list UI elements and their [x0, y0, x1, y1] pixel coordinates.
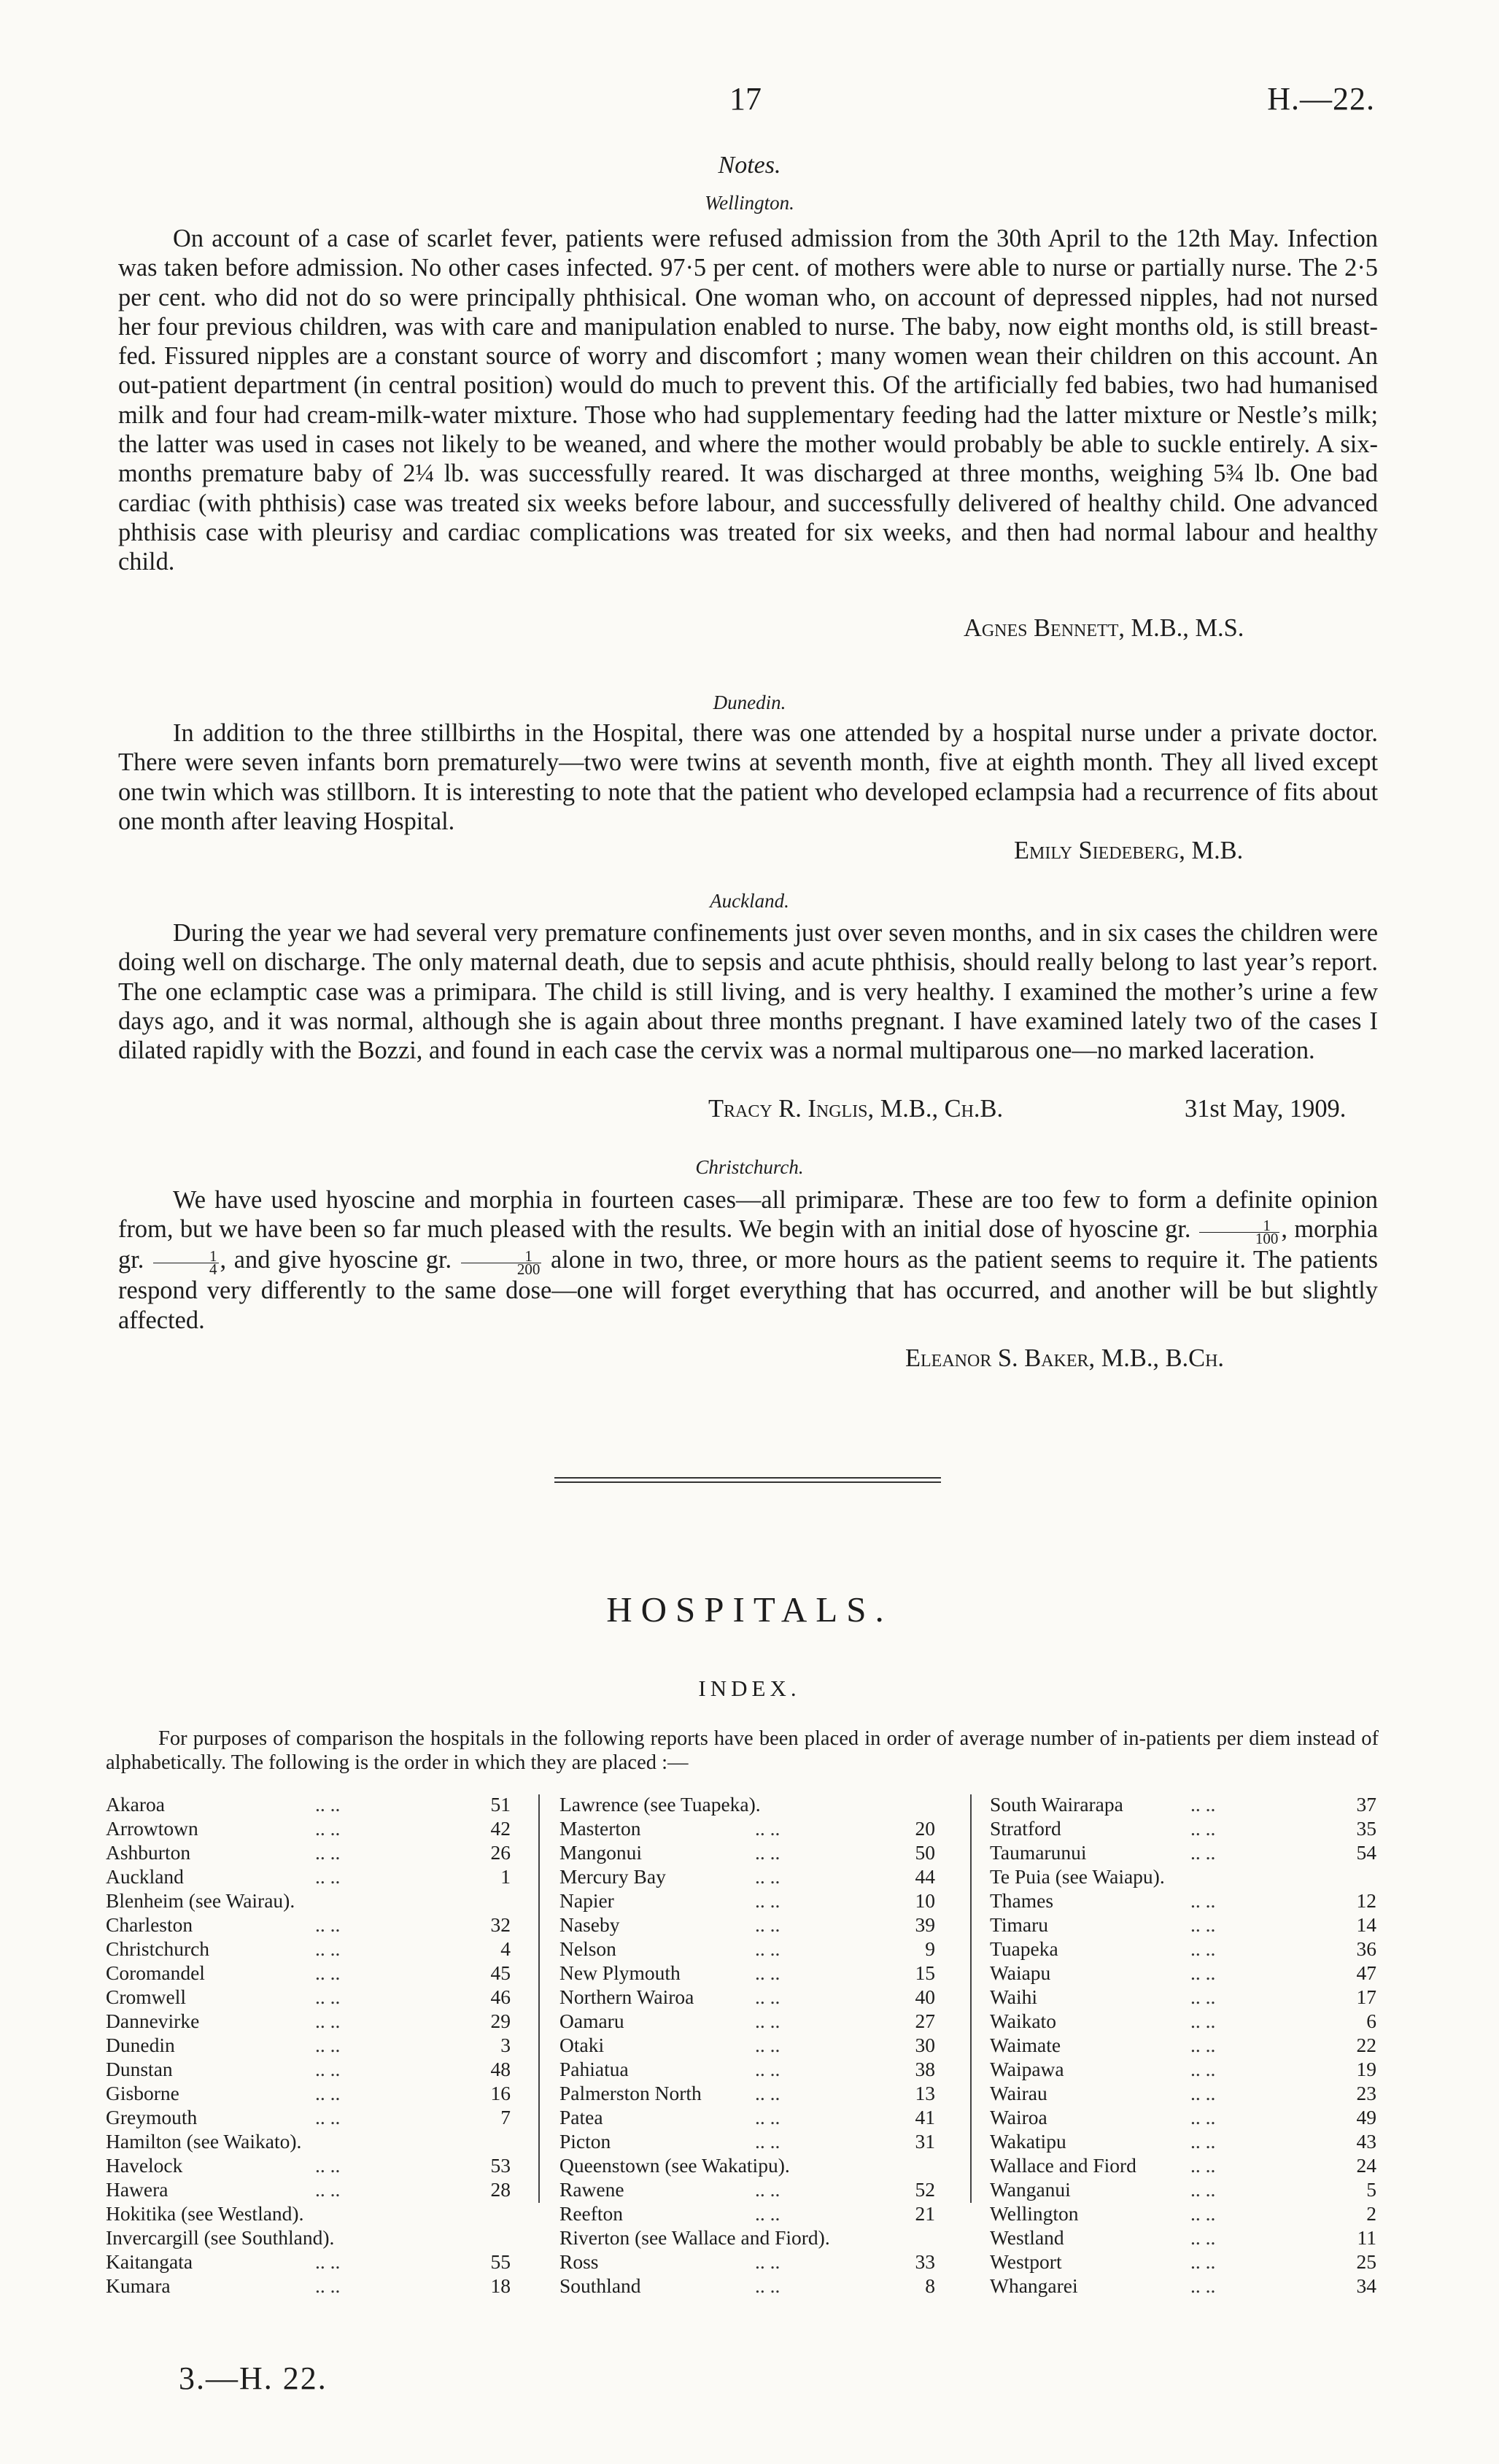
hospital-rank: 15 [915, 1961, 935, 1984]
hospital-rank: 54 [1356, 1841, 1376, 1864]
hospital-name: Taumarunui [990, 1841, 1087, 1864]
leader-dots: .. .. [755, 2082, 781, 2104]
index-entry [990, 2250, 1376, 2274]
index-entry [106, 2177, 511, 2201]
index-entry [559, 2274, 935, 2298]
hospital-rank: 19 [1356, 2058, 1376, 2080]
leader-dots: .. .. [1190, 2226, 1216, 2249]
index-intro [106, 1727, 1379, 1775]
hospital-rank: 13 [915, 2082, 935, 2104]
leader-dots: .. .. [1190, 2106, 1216, 2128]
index-entry [559, 2153, 935, 2177]
leader-dots: .. .. [755, 2034, 781, 2056]
hospital-name: South Wairarapa [990, 1793, 1123, 1816]
hospital-name: Reefton [559, 2202, 624, 2225]
index-entry [106, 1961, 511, 1985]
index-entry [990, 1985, 1376, 2009]
leader-dots: .. .. [1190, 1889, 1216, 1912]
hospital-rank: 53 [490, 2154, 511, 2177]
hospital-name: Whangarei [990, 2274, 1078, 2297]
hospital-name: Ross [559, 2250, 599, 2273]
column-divider [538, 1794, 540, 2203]
christchurch-text-a: We have used hyoscine and morphia in fourteen cases—all primiparæ. These are too few to form a definite opinion from, but we have been so far much pleased with the results. We begin with an initial dose of hyoscine gr. [118, 1186, 1378, 1244]
dunedin-note [118, 718, 1378, 836]
hospital-name: Palmerston North [559, 2082, 702, 2104]
hospital-rank: 27 [915, 2010, 935, 2032]
hospital-rank: 23 [1356, 2082, 1376, 2104]
index-entry [106, 2225, 511, 2250]
leader-dots: .. .. [1190, 2178, 1216, 2201]
wellington-heading: Wellington. [705, 192, 794, 214]
hospital-rank: 24 [1356, 2154, 1376, 2177]
hospital-name: Timaru [990, 1913, 1048, 1936]
hospital-name: Westport [990, 2250, 1062, 2273]
hospital-rank: 55 [490, 2250, 511, 2273]
hospital-rank: 1 [500, 1865, 511, 1888]
hospital-name: Napier [559, 1889, 614, 1912]
hospital-name: Stratford [990, 1817, 1061, 1840]
wellington-note [118, 224, 1378, 577]
hospital-rank: 8 [925, 2274, 935, 2297]
wellington-text: On account of a case of scarlet fever, patients were refused admission from the 30th April to the 12th May. Infection was taken before admission. No other cases infected. 97·5 per cent. of mothers were able to nurse or partially nurse. The 2·5 per cent. who did not do so were principally phthisical. One woman who, on account of depressed nipples, had not nursed her four previous children, was with care and manipulation enabled to nurse. The baby, now eight months old, is still breast-fed. Fissured nipples are a constant source of worry and discomfort ; many women wean their children on this account. An out-patient department (in central position) would do much to prevent this. Of the artificially fed babies, two had humanised milk and four had cream-milk-water mixture. Those who had supplementary feeding had the latter mixture or Nestle’s milk; the latter was used in cases not likely to be weaned, and where the mother would probably be able to suckle entirely. A six-months premature baby of 2¼ lb. was successfully reared. It was discharged at three months, weighing 5¾ lb. One bad cardiac (with phthisis) case was treated six weeks before labour, and successfully delivered of healthy child. One advanced phthisis case with pleurisy and cardiac complications was treated for six weeks, and then had normal labour and healthy child. [118, 225, 1378, 576]
section-divider-top [554, 1477, 941, 1479]
hospital-name: Thames [990, 1889, 1054, 1912]
leader-dots: .. .. [755, 1817, 781, 1840]
hospital-name: Invercargill (see Southland). [106, 2226, 335, 2249]
index-entry [559, 1961, 935, 1985]
leader-dots: .. .. [755, 1889, 781, 1912]
index-entry [559, 2033, 935, 2057]
leader-dots: .. .. [1190, 2058, 1216, 2080]
leader-dots: .. .. [1190, 2154, 1216, 2177]
fraction-hyoscine-repeat: $\frac{1}{200}$ [461, 1250, 542, 1276]
hospital-rank: 6 [1366, 2010, 1376, 2032]
hospital-rank: 38 [915, 2058, 935, 2080]
auckland-text: During the year we had several very premature confinements just over seven months, and in six cases the children were doing well on discharge. The only maternal death, due to sepsis and acute phthisis, should really belong to last year’s report. The one eclamptic case was a primipara. The child is still living, and is very healthy. I examined the mother’s urine a few days ago, and it was normal, although she is again about three months pregnant. I have examined lately two of the cases I dilated rapidly with the Bozzi, and found in each case the cervix was a normal multiparous one—no marked laceration. [118, 919, 1378, 1065]
section-divider-bottom [554, 1481, 941, 1483]
index-entry [990, 2274, 1376, 2298]
hospital-name: Naseby [559, 1913, 620, 1936]
hospital-name: Riverton (see Wallace and Fiord). [559, 2226, 830, 2249]
hospital-name: Waiapu [990, 1961, 1051, 1984]
hospital-name: Gisborne [106, 2082, 179, 2104]
index-entry [990, 2129, 1376, 2153]
hospital-name: Christchurch [106, 1937, 210, 1960]
leader-dots: .. .. [1190, 2274, 1216, 2297]
hospital-name: Kaitangata [106, 2250, 193, 2273]
hospital-name: Waihi [990, 1985, 1037, 2008]
dunedin-heading: Dunedin. [713, 691, 786, 713]
hospital-rank: 4 [500, 1937, 511, 1960]
leader-dots: .. .. [1190, 1985, 1216, 2008]
hospital-name: Lawrence (see Tuapeka). [559, 1793, 761, 1816]
column-divider [970, 1794, 972, 2203]
hospital-rank: 32 [490, 1913, 511, 1936]
hospital-rank: 17 [1356, 1985, 1376, 2008]
hospital-rank: 21 [915, 2202, 935, 2225]
hospital-name: Cromwell [106, 1985, 186, 2008]
hospital-name: Nelson [559, 1937, 616, 1960]
hospital-name: Westland [990, 2226, 1064, 2249]
hospital-rank: 33 [915, 2250, 935, 2273]
hospital-name: Tuapeka [990, 1937, 1058, 1960]
index-entry [106, 2009, 511, 2033]
leader-dots: .. .. [1190, 2202, 1216, 2225]
hospital-name: Mercury Bay [559, 1865, 666, 1888]
index-entry [990, 1937, 1376, 1961]
leader-dots: .. .. [755, 1985, 781, 2008]
hospital-name: Patea [559, 2106, 603, 2128]
hospital-rank: 16 [490, 2082, 511, 2104]
hospital-rank: 48 [490, 2058, 511, 2080]
hospital-rank: 2 [1366, 2202, 1376, 2225]
christchurch-text-b: , morphia gr. [118, 1215, 1379, 1274]
index-column-3 [990, 1792, 1376, 2298]
hospital-name: Arrowtown [106, 1817, 198, 1840]
hospital-name: Dannevirke [106, 2010, 200, 2032]
index-entry [106, 1985, 511, 2009]
hospital-rank: 36 [1356, 1937, 1376, 1960]
hospital-name: Wallace and Fiord [990, 2154, 1136, 2177]
index-entry [990, 2153, 1376, 2177]
index-entry [990, 2081, 1376, 2105]
hospital-name: Te Puia (see Waiapu). [990, 1865, 1165, 1888]
hospital-name: Akaroa [106, 1793, 165, 1816]
hospital-name: Blenheim (see Wairau). [106, 1889, 295, 1912]
leader-dots: .. .. [315, 1913, 341, 1936]
leader-dots: .. .. [755, 2178, 781, 2201]
hospital-rank: 40 [915, 1985, 935, 2008]
hospital-name: Wellington [990, 2202, 1079, 2225]
hospital-name: Mangonui [559, 1841, 643, 1864]
leader-dots: .. .. [755, 1961, 781, 1984]
hospital-name: Wairau [990, 2082, 1047, 2104]
fraction-hyoscine-initial: $\frac{1}{100}$ [1199, 1220, 1280, 1245]
index-entry [990, 1840, 1376, 1864]
hospital-rank: 34 [1356, 2274, 1376, 2297]
index-entry [559, 1888, 935, 1913]
leader-dots: .. .. [755, 2202, 781, 2225]
leader-dots: .. .. [315, 1817, 341, 1840]
christchurch-heading: Christchurch. [695, 1156, 804, 1178]
leader-dots: .. .. [315, 2082, 341, 2104]
hospital-name: Havelock [106, 2154, 183, 2177]
hospital-rank: 47 [1356, 1961, 1376, 1984]
hospital-name: Pahiatua [559, 2058, 629, 2080]
leader-dots: .. .. [1190, 1841, 1216, 1864]
index-entry [559, 2225, 935, 2250]
index-entry [106, 1864, 511, 1888]
index-entry [990, 2177, 1376, 2201]
hospital-name: Picton [559, 2130, 611, 2153]
leader-dots: .. .. [755, 1841, 781, 1864]
hospital-rank: 37 [1356, 1793, 1376, 1816]
index-entry [990, 2201, 1376, 2225]
hospital-name: Queenstown (see Wakatipu). [559, 2154, 790, 2177]
leader-dots: .. .. [315, 2058, 341, 2080]
index-entry [106, 2057, 511, 2081]
index-entry [559, 2009, 935, 2033]
index-column-2 [559, 1792, 935, 2298]
christchurch-text-d: alone in two, three, or more hours as the patient seems to require it. The patients respond very differently to the same dose—one will forget everything that has occurred, and another will be but slightly affected. [118, 1246, 1379, 1334]
hospital-rank: 51 [490, 1793, 511, 1816]
hospital-name: Wairoa [990, 2106, 1047, 2128]
hospital-rank: 29 [490, 2010, 511, 2032]
hospital-rank: 20 [915, 1817, 935, 1840]
hospital-rank: 39 [915, 1913, 935, 1936]
wellington-signature: Agnes Bennett, M.B., M.S. [964, 614, 1244, 642]
leader-dots: .. .. [1190, 2130, 1216, 2153]
index-entry [559, 2105, 935, 2129]
index-entry [106, 2201, 511, 2225]
index-entry [559, 1816, 935, 1840]
index-entry [559, 1937, 935, 1961]
index-entry [106, 1913, 511, 1937]
hospital-rank: 31 [915, 2130, 935, 2153]
index-entry [106, 2274, 511, 2298]
index-entry [990, 1816, 1376, 1840]
christchurch-text-c: , and give hyoscine gr. [220, 1246, 452, 1274]
dunedin-signature: Emily Siedeberg, M.B. [1014, 837, 1244, 864]
index-entry [559, 2250, 935, 2274]
index-entry [559, 1864, 935, 1888]
leader-dots: .. .. [315, 1985, 341, 2008]
index-entry [106, 1888, 511, 1913]
hospital-rank: 43 [1356, 2130, 1376, 2153]
leader-dots: .. .. [315, 2034, 341, 2056]
hospital-name: Coromandel [106, 1961, 205, 1984]
hospital-name: Kumara [106, 2274, 171, 2297]
hospital-rank: 11 [1357, 2226, 1376, 2249]
index-entry [990, 2057, 1376, 2081]
hospital-name: Hamilton (see Waikato). [106, 2130, 302, 2153]
index-entry [106, 1816, 511, 1840]
leader-dots: .. .. [755, 2274, 781, 2297]
hospital-rank: 28 [490, 2178, 511, 2201]
leader-dots: .. .. [1190, 1961, 1216, 1984]
hospital-name: Northern Wairoa [559, 1985, 694, 2008]
hospital-name: Charleston [106, 1913, 193, 1936]
leader-dots: .. .. [315, 1841, 341, 1864]
hospital-rank: 18 [490, 2274, 511, 2297]
index-entry [106, 2033, 511, 2057]
hospital-rank: 12 [1356, 1889, 1376, 1912]
leader-dots: .. .. [315, 1937, 341, 1960]
hospital-name: Dunedin [106, 2034, 175, 2056]
page-number: 17 [729, 81, 762, 117]
leader-dots: .. .. [755, 2250, 781, 2273]
hospital-name: Southland [559, 2274, 641, 2297]
hospital-rank: 42 [490, 1817, 511, 1840]
hospital-rank: 49 [1356, 2106, 1376, 2128]
hospital-rank: 25 [1356, 2250, 1376, 2273]
index-entry [106, 2250, 511, 2274]
index-entry [559, 2129, 935, 2153]
index-entry [559, 2081, 935, 2105]
leader-dots: .. .. [315, 2106, 341, 2128]
auckland-note [118, 918, 1378, 1065]
hospital-rank: 35 [1356, 1817, 1376, 1840]
hospital-rank: 50 [915, 1841, 935, 1864]
leader-dots: .. .. [1190, 1913, 1216, 1936]
auckland-signature: Tracy R. Inglis, M.B., Ch.B. [708, 1095, 1004, 1123]
hospital-rank: 7 [500, 2106, 511, 2128]
hospital-name: Rawene [559, 2178, 624, 2201]
hospital-name: Waipawa [990, 2058, 1064, 2080]
hospital-rank: 26 [490, 1841, 511, 1864]
hospital-name: Masterton [559, 1817, 641, 1840]
hospital-name: Hawera [106, 2178, 169, 2201]
leader-dots: .. .. [315, 2274, 341, 2297]
index-column-1 [106, 1792, 511, 2298]
hospital-name: Wanganui [990, 2178, 1071, 2201]
hospital-rank: 10 [915, 1889, 935, 1912]
index-entry [106, 1840, 511, 1864]
leader-dots: .. .. [1190, 2010, 1216, 2032]
index-entry [106, 1792, 511, 1816]
index-entry [559, 2201, 935, 2225]
index-entry [559, 2177, 935, 2201]
hospital-rank: 45 [490, 1961, 511, 1984]
dunedin-text: In addition to the three stillbirths in the Hospital, there was one attended by a hospital nurse under a private doctor. There were seven infants born prematurely—two were twins at seventh month, five at eighth month. They all lived except one twin which was stillborn. It is interesting to note that the patient who developed eclampsia had a recurrence of fits about one month after leaving Hospital. [118, 719, 1378, 835]
leader-dots: .. .. [315, 2178, 341, 2201]
hospitals-title: HOSPITALS. [606, 1589, 893, 1630]
hospital-name: Oamaru [559, 2010, 624, 2032]
hospital-name: Hokitika (see Westland). [106, 2202, 304, 2225]
index-entry [990, 2033, 1376, 2057]
index-entry [106, 2129, 511, 2153]
leader-dots: .. .. [1190, 2034, 1216, 2056]
leader-dots: .. .. [1190, 1817, 1216, 1840]
leader-dots: .. .. [315, 2010, 341, 2032]
index-entry [559, 1985, 935, 2009]
leader-dots: .. .. [755, 1913, 781, 1936]
christchurch-note [118, 1185, 1378, 1335]
leader-dots: .. .. [1190, 2082, 1216, 2104]
hospital-name: Greymouth [106, 2106, 198, 2128]
leader-dots: .. .. [1190, 1937, 1216, 1960]
hospital-rank: 46 [490, 1985, 511, 2008]
index-entry [559, 2057, 935, 2081]
index-entry [990, 2105, 1376, 2129]
index-entry [106, 2081, 511, 2105]
leader-dots: .. .. [755, 2058, 781, 2080]
hospital-rank: 44 [915, 1865, 935, 1888]
leader-dots: .. .. [755, 1865, 781, 1888]
index-entry [106, 2105, 511, 2129]
leader-dots: .. .. [315, 2154, 341, 2177]
index-entry [990, 1864, 1376, 1888]
index-entry [990, 1792, 1376, 1816]
hospital-name: Otaki [559, 2034, 605, 2056]
index-entry [990, 2225, 1376, 2250]
auckland-heading: Auckland. [710, 890, 789, 912]
leader-dots: .. .. [315, 2250, 341, 2273]
leader-dots: .. .. [755, 2010, 781, 2032]
leader-dots: .. .. [315, 1961, 341, 1984]
index-entry [559, 1913, 935, 1937]
hospital-rank: 9 [925, 1937, 935, 1960]
index-intro-text: For purposes of comparison the hospitals in the following reports have been placed in order of average number of in-patients per diem instead of alphabetically. The following is the order in which they are placed :— [106, 1727, 1379, 1774]
notes-title: Notes. [718, 152, 781, 179]
hospital-name: Auckland [106, 1865, 184, 1888]
index-title: INDEX. [698, 1675, 801, 1701]
hospital-name: Ashburton [106, 1841, 191, 1864]
hospital-name: Waikato [990, 2010, 1056, 2032]
leader-dots: .. .. [315, 1865, 341, 1888]
christchurch-text [118, 1185, 1378, 1335]
leader-dots: .. .. [755, 1937, 781, 1960]
hospital-rank: 41 [915, 2106, 935, 2128]
leader-dots: .. .. [1190, 1793, 1216, 1816]
sheet-mark: 3.—H. 22. [179, 2360, 328, 2396]
index-entry [559, 1792, 935, 1816]
hospital-rank: 22 [1356, 2034, 1376, 2056]
leader-dots: .. .. [755, 2130, 781, 2153]
leader-dots: .. .. [315, 1793, 341, 1816]
index-entry [990, 1888, 1376, 1913]
fraction-morphia: $\frac{1}{4}$ [153, 1250, 219, 1276]
hospital-name: Wakatipu [990, 2130, 1066, 2153]
christchurch-signature: Eleanor S. Baker, M.B., B.Ch. [905, 1344, 1225, 1372]
index-entry [559, 1840, 935, 1864]
hospital-rank: 30 [915, 2034, 935, 2056]
leader-dots: .. .. [1190, 2250, 1216, 2273]
index-entry [990, 2009, 1376, 2033]
index-entry [106, 1937, 511, 1961]
index-entry [990, 1961, 1376, 1985]
hospital-rank: 14 [1356, 1913, 1376, 1936]
hospital-name: New Plymouth [559, 1961, 681, 1984]
hospital-rank: 5 [1366, 2178, 1376, 2201]
index-entry [106, 2153, 511, 2177]
leader-dots: .. .. [755, 2106, 781, 2128]
document-code: H.—22. [1267, 81, 1375, 117]
hospital-rank: 3 [500, 2034, 511, 2056]
hospital-name: Waimate [990, 2034, 1061, 2056]
hospital-rank: 52 [915, 2178, 935, 2201]
hospital-name: Dunstan [106, 2058, 173, 2080]
index-entry [990, 1913, 1376, 1937]
auckland-date: 31st May, 1909. [1185, 1095, 1347, 1123]
